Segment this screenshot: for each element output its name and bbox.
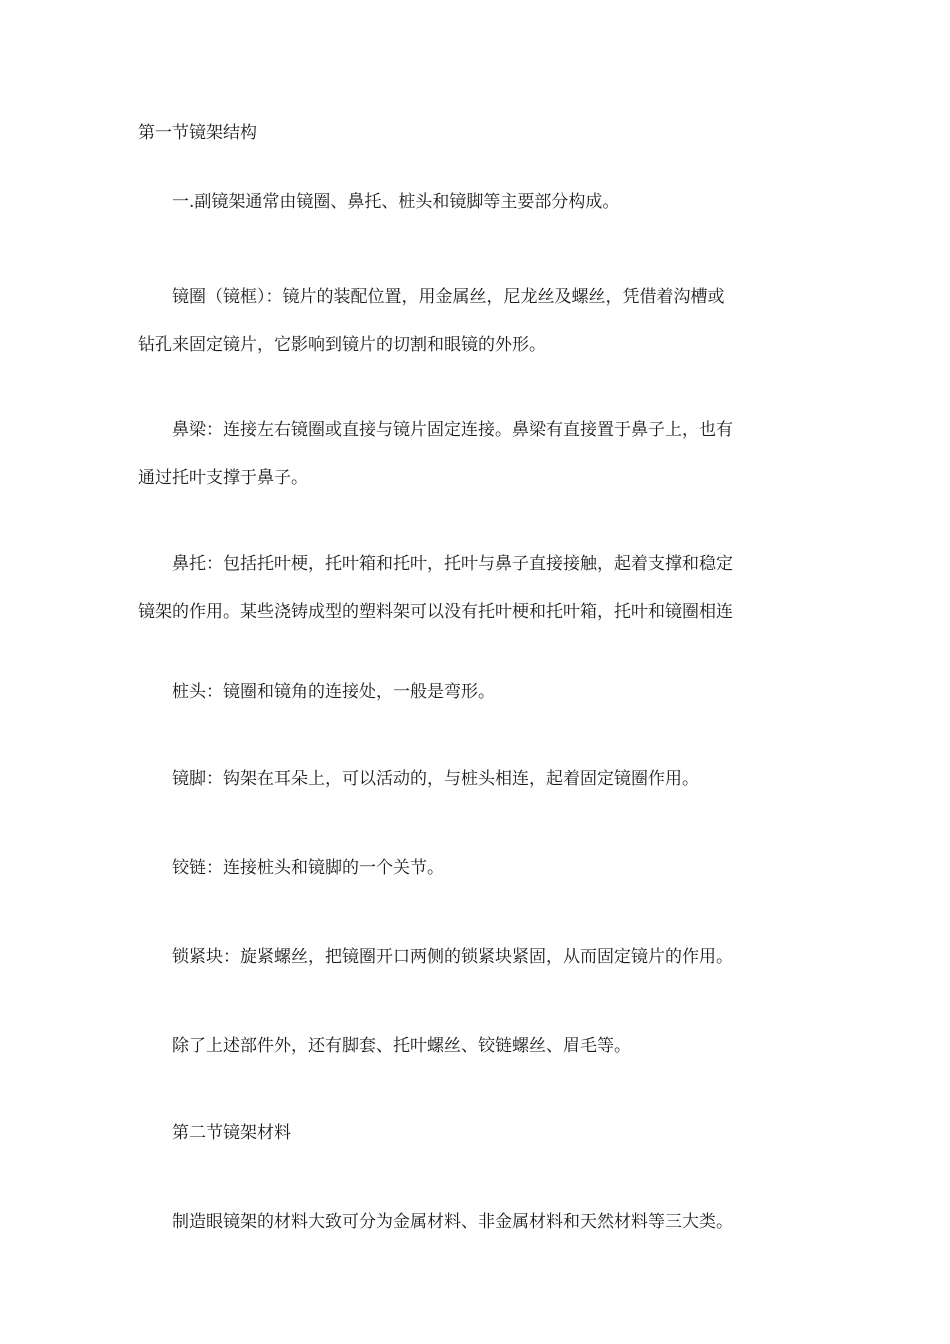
paragraph-hinge: 铰链：连接桩头和镜脚的一个关节。 [172,858,444,878]
paragraph-intro: 一.副镜架通常由镜圈、鼻托、桩头和镜脚等主要部分构成。 [172,192,620,212]
section-heading: 第一节镜架结构 [138,123,257,143]
paragraph-nose-pad: 鼻托：包括托叶梗，托叶箱和托叶，托叶与鼻子直接接触，起着支撑和稳定 镜架的作用。某些浇铸成型的塑料架可以没有托叶梗和托叶箱，托叶和镜圈相连 [138,554,733,622]
paragraph-end-piece: 桩头：镜圈和镜角的连接处，一般是弯形。 [172,682,495,702]
paragraph-bridge: 鼻梁：连接左右镜圈或直接与镜片固定连接。鼻梁有直接置于鼻子上，也有 通过托叶支撑于鼻子。 [138,420,733,488]
paragraph-lens-rim: 镜圈（镜框）：镜片的装配位置，用金属丝，尼龙丝及螺丝，凭借着沟槽或 钻孔来固定镜片，它影响到镜片的切割和眼镜的外形。 [138,287,725,355]
paragraph-other-parts: 除了上述部件外，还有脚套、托叶螺丝、铰链螺丝、眉毛等。 [172,1036,631,1056]
paragraph-temple: 镜脚：钩架在耳朵上，可以活动的，与桩头相连，起着固定镜圈作用。 [172,769,699,789]
paragraph-lock-block: 锁紧块：旋紧螺丝，把镜圈开口两侧的锁紧块紧固，从而固定镜片的作用。 [172,947,733,967]
paragraph-materials: 制造眼镜架的材料大致可分为金属材料、非金属材料和天然材料等三大类。 [172,1212,733,1232]
section-heading-2: 第二节镜架材料 [172,1123,291,1143]
